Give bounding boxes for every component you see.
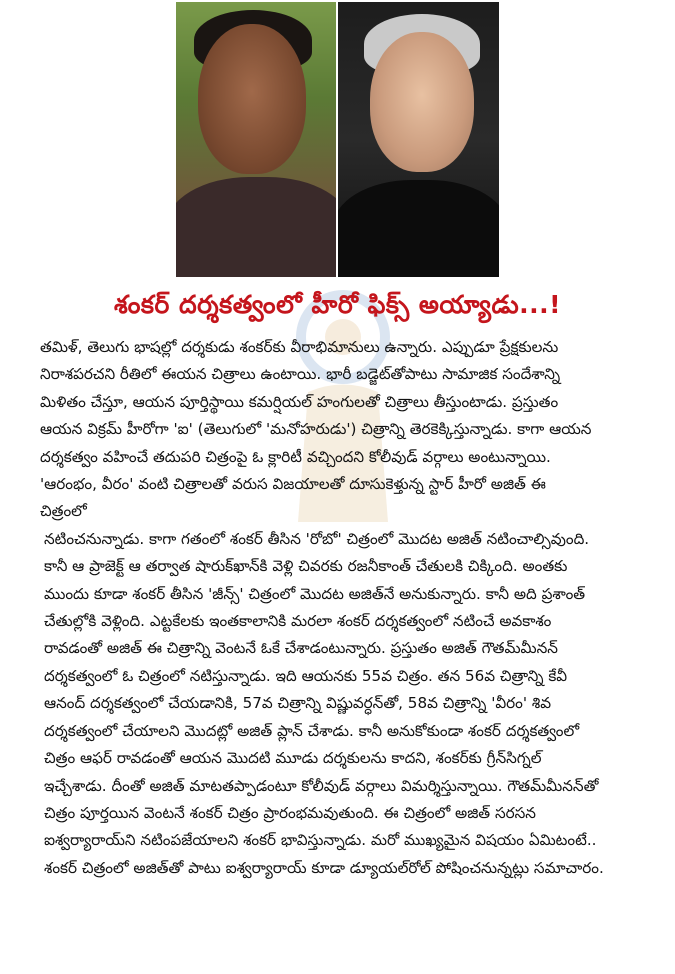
article-paragraph bbox=[0, 526, 675, 882]
shirt-shape bbox=[176, 177, 336, 277]
text-line: 'ఆరంభం, వీరం' వంటి చిత్రాలతో వరుస విజయాలతో దూసుకెళ్తున్న స్టార్ హీరో అజిత్ ఈ bbox=[40, 475, 546, 494]
portrait-photo-left bbox=[176, 2, 336, 277]
face-shape bbox=[370, 32, 474, 172]
text-line: శంకర్ చిత్రంలో అజిత్‌తో పాటు ఐశ్వర్యారాయ్ కూడా డ్యూయల్‌రోల్ పోషించనున్నట్లు సమాచారం. bbox=[44, 858, 604, 877]
text-line: చిత్రంలో bbox=[40, 502, 87, 521]
text-line: ఆయన విక్రమ్ హీరోగా 'ఐ' (తెలుగులో 'మనోహరుడు') చిత్రాన్ని తెరకెక్కిస్తున్నాడు. కాగా ఆయన bbox=[40, 420, 592, 439]
text-line: నటించనున్నాడు. కాగా గతంలో శంకర్ తీసిన 'రోబో' చిత్రంలో మొదట అజిత్ నటించాల్సివుంది. bbox=[44, 529, 590, 548]
text-line: చిత్రం ఆఫర్ రావడంతో ఆయన మొదటి మూడు దర్శకులను కాదని, శంకర్‌కు గ్రీన్‌సిగ్నల్ bbox=[44, 749, 542, 768]
text-line: చిత్రం పూర్తయిన వెంటనే శంకర్ చిత్రం ప్రారంభమవుతుంది. ఈ చిత్రంలో అజిత్ సరసన bbox=[44, 803, 536, 822]
text-line: దర్శకత్వంలో చేయాలని మొదట్లో అజిత్ ప్లాన్ చేశాడు. కానీ అనుకోకుండా శంకర్ దర్శకత్వంలో bbox=[44, 721, 580, 740]
header-photo bbox=[176, 0, 499, 279]
text-line: రావడంతో అజిత్ ఈ చిత్రాన్ని వెంటనే ఓకే చేశాడంటున్నారు. ప్రస్తుతం అజిత్ గౌతమ్‌మీనన్ bbox=[44, 639, 558, 658]
text-line: దర్శకత్వంలో ఓ చిత్రంలో నటిస్తున్నాడు. ఇది ఆయనకు 55వ చిత్రం. తన 56వ చిత్రాన్ని కేవీ bbox=[44, 666, 568, 685]
text-line: ఆనంద్ దర్శకత్వంలో చేయడానికి, 57వ చిత్రాన్ని విష్ణువర్ధన్‌తో, 58వ చిత్రాన్ని 'వీరం' శివ bbox=[44, 694, 552, 713]
text-line: కానీ ఆ ప్రాజెక్ట్ ఆ తర్వాత షారుక్‌ఖాన్‌కి వెళ్లి చివరకు రజనీకాంత్ చేతులకి చిక్కింది. అంతకు bbox=[44, 557, 568, 576]
text-line: చేతుల్లోకి వెళ్లింది. ఎట్టకేలకు ఇంతకాలానికి మరలా శంకర్ దర్శకత్వంలో నటించే అవకాశం bbox=[44, 612, 552, 631]
text-line: తమిళ్, తెలుగు భాషల్లో దర్శకుడు శంకర్‌కు వీరాభిమానులు ఉన్నారు. ఎప్పుడూ ప్రేక్షకులను bbox=[40, 338, 559, 356]
article-paragraph bbox=[0, 334, 675, 526]
jacket-shape bbox=[338, 180, 499, 277]
text-line: ఇచ్చేశాడు. దీంతో అజిత్ మాటతప్పాడంటూ కోలీవుడ్ వర్గాలు విమర్శిస్తున్నాయి. గౌతమ్‌మీనన్‌తో bbox=[44, 776, 599, 795]
portrait-photo-right bbox=[338, 2, 499, 277]
text-line: ఐశ్వర్యారాయ్‌ని నటింపజేయాలని శంకర్ భావిస్తున్నాడు. మరో ముఖ్యమైన విషయం ఏమిటంటే.. bbox=[44, 831, 597, 850]
text-line: దర్శకత్వం వహించే తదుపరి చిత్రంపై ఓ క్లారిటీ వచ్చిందని కోలీవుడ్ వర్గాలు అంటున్నాయి. bbox=[40, 447, 551, 466]
article-headline: శంకర్ దర్శకత్వంలో హీరో ఫిక్స్ అయ్యాడు...! bbox=[114, 290, 561, 319]
face-shape bbox=[198, 24, 306, 174]
text-line: ముందు కూడా శంకర్ తీసిన 'జీన్స్' చిత్రంలో మొదట అజిత్‌నే అనుకున్నారు. కానీ అది ప్రశాంత్ bbox=[44, 584, 586, 603]
text-line: మిళితం చేస్తూ, ఆయన పూర్తిస్థాయి కమర్షియల్ హంగులతో చిత్రాలు తీస్తుంటాడు. ప్రస్తుతం bbox=[40, 392, 559, 411]
text-line: నిరాశపరచని రీతిలో ఈయన చిత్రాలు ఉంటాయి. భారీ బడ్జెట్‌తోపాటు సామాజిక సందేశాన్ని bbox=[40, 365, 561, 384]
article-body bbox=[0, 334, 675, 882]
